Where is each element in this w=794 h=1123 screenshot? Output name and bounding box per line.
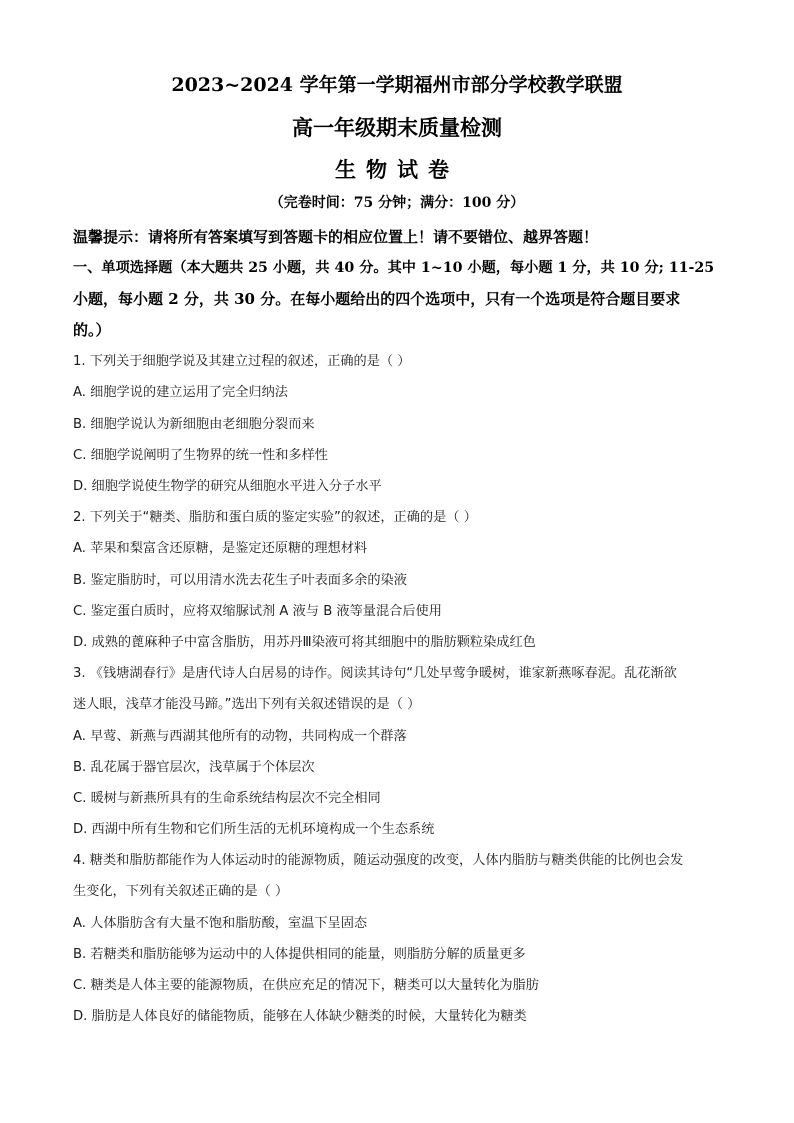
question-4-stem-line2: 生变化，下列有关叙述正确的是（ ） [73, 884, 289, 899]
question-4-stem-line1: 4. 糖类和脂肪都能作为人体运动时的能源物质，随运动强度的改变，人体内脂肪与糖类供能的比例也会发 [73, 853, 684, 868]
question-4-option-a: A. 人体脂肪含有大量不饱和脂肪酸，室温下呈固态 [73, 916, 368, 931]
notice-text: 温馨提示：请将所有答案填写到答题卡的相应位置上！请不要错位、越界答题！ [73, 228, 599, 246]
question-3-stem-line1: 3. 《钱塘湖春行》是唐代诗人白居易的诗作。阅读其诗句“几处早莺争暖树，谁家新燕啄春泥。乱花渐欲 [73, 666, 677, 681]
question-4-option-b: B. 若糖类和脂肪能够为运动中的人体提供相同的能量，则脂肪分解的质量更多 [73, 947, 526, 962]
section-heading-line3: 的。） [73, 321, 111, 339]
question-1-option-d: D. 细胞学说使生物学的研究从细胞水平进入分子水平 [73, 479, 382, 494]
exam-title-line2: 高一年级期末质量检测 [292, 115, 502, 140]
question-4-option-c: C. 糖类是人体主要的能源物质，在供应充足的情况下，糖类可以大量转化为脂肪 [73, 978, 539, 993]
question-2-option-d: D. 成熟的蓖麻种子中富含脂肪，用苏丹Ⅲ染液可将其细胞中的脂肪颗粒染成红色 [73, 635, 536, 650]
question-2-option-c: C. 鉴定蛋白质时，应将双缩脲试剂 A 液与 B 液等量混合后使用 [73, 604, 442, 619]
question-4-option-d: D. 脂肪是人体良好的储能物质，能够在人体缺少糖类的时候，大量转化为糖类 [73, 1009, 527, 1024]
section-heading-line1: 一、单项选择题（本大题共 25 小题，共 40 分。其中 1~10 小题，每小题 1 分，共 10 分; 11-25 [73, 260, 715, 276]
exam-subject-title: 生物试卷 [335, 157, 459, 182]
question-1-stem: 1. 下列关于细胞学说及其建立过程的叙述，正确的是（ ） [73, 354, 411, 369]
question-3-option-b: B. 乱花属于器官层次，浅草属于个体层次 [73, 760, 315, 775]
exam-title-line1: 2023~2024 学年第一学期福州市部分学校教学联盟 [171, 74, 623, 96]
question-2-option-b: B. 鉴定脂肪时，可以用清水洗去花生子叶表面多余的染液 [73, 573, 407, 588]
question-3-option-c: C. 暖树与新燕所具有的生命系统结构层次不完全相同 [73, 791, 381, 806]
question-2-stem: 2. 下列关于“糖类、脂肪和蛋白质的鉴定实验”的叙述，正确的是（ ） [73, 510, 477, 525]
question-3-option-d: D. 西湖中所有生物和它们所生活的无机环境构成一个生态系统 [73, 822, 435, 837]
question-1-option-b: B. 细胞学说认为新细胞由老细胞分裂而来 [73, 417, 315, 432]
question-3-stem-line2: 迷人眼，浅草才能没马蹄。”选出下列有关叙述错误的是（ ） [73, 697, 421, 712]
question-1-option-a: A. 细胞学说的建立运用了完全归纳法 [73, 385, 288, 400]
question-3-option-a: A. 早莺、新燕与西湖其他所有的动物，共同构成一个群落 [73, 729, 407, 744]
section-heading-line2: 小题，每小题 2 分，共 30 分。在每小题给出的四个选项中，只有一个选项是符合题目要求 [73, 290, 681, 308]
question-1-option-c: C. 细胞学说阐明了生物界的统一性和多样性 [73, 448, 328, 463]
exam-time-info: （完卷时间：75 分钟；满分：100 分） [269, 195, 525, 211]
question-2-option-a: A. 苹果和梨富含还原糖，是鉴定还原糖的理想材料 [73, 541, 368, 556]
